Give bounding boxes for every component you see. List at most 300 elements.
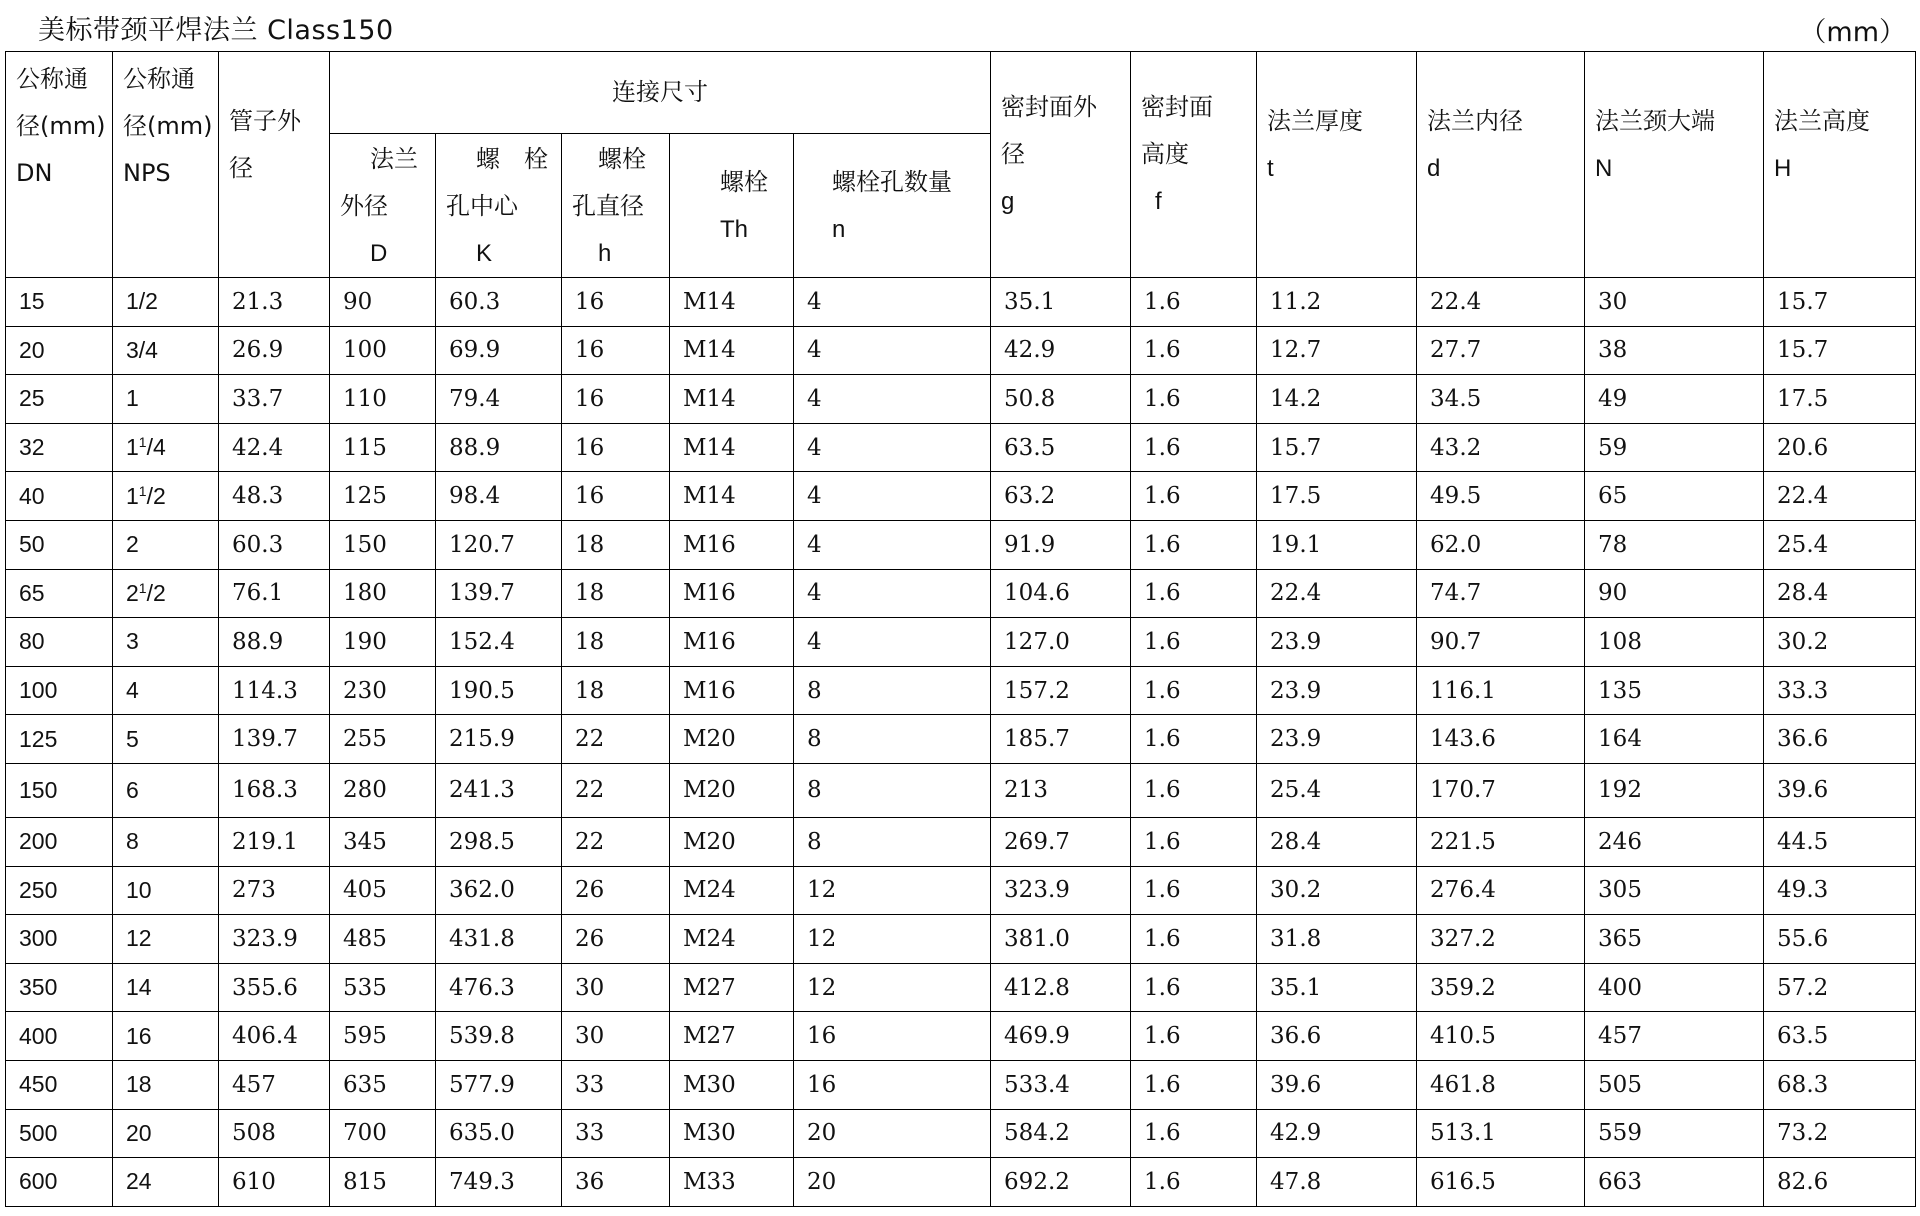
cell-thickness: 12.7	[1257, 326, 1417, 375]
cell-flange-od: 115	[330, 423, 436, 472]
cell-dn: 15	[6, 278, 113, 327]
header-pipe-od: 管子外 径	[219, 52, 330, 278]
cell-pipe-od: 457	[219, 1060, 330, 1109]
cell-seal-od: 42.9	[991, 326, 1131, 375]
table-row	[6, 423, 1916, 472]
header-neck-diameter: 法兰颈大端 N	[1585, 52, 1764, 278]
cell-bolt-hole: 30	[562, 1012, 670, 1061]
cell-bolt-thread: M30	[670, 1109, 794, 1158]
cell-nps: 16	[113, 1012, 219, 1061]
cell-neck-diameter: 192	[1585, 763, 1764, 817]
cell-bolt-count: 4	[794, 618, 991, 667]
cell-seal-height: 1.6	[1131, 472, 1257, 521]
cell-bolt-count: 8	[794, 817, 991, 866]
cell-pipe-od: 42.4	[219, 423, 330, 472]
cell-inner-diameter: 410.5	[1417, 1012, 1585, 1061]
cell-dn: 300	[6, 915, 113, 964]
cell-inner-diameter: 27.7	[1417, 326, 1585, 375]
cell-seal-od: 63.5	[991, 423, 1131, 472]
cell-bolt-circle: 98.4	[436, 472, 562, 521]
header-seal-height: 密封面 高度 f	[1131, 52, 1257, 278]
cell-height: 63.5	[1764, 1012, 1916, 1061]
cell-pipe-od: 33.7	[219, 375, 330, 424]
cell-neck-diameter: 59	[1585, 423, 1764, 472]
cell-bolt-thread: M20	[670, 763, 794, 817]
cell-seal-height: 1.6	[1131, 763, 1257, 817]
cell-pipe-od: 219.1	[219, 817, 330, 866]
cell-neck-diameter: 400	[1585, 963, 1764, 1012]
cell-pipe-od: 323.9	[219, 915, 330, 964]
cell-seal-height: 1.6	[1131, 963, 1257, 1012]
cell-nps: 18	[113, 1060, 219, 1109]
cell-pipe-od: 273	[219, 866, 330, 915]
cell-thickness: 19.1	[1257, 520, 1417, 569]
cell-bolt-circle: 431.8	[436, 915, 562, 964]
cell-pipe-od: 355.6	[219, 963, 330, 1012]
table-row	[6, 763, 1916, 817]
cell-flange-od: 635	[330, 1060, 436, 1109]
cell-neck-diameter: 663	[1585, 1158, 1764, 1207]
cell-dn: 40	[6, 472, 113, 521]
cell-neck-diameter: 305	[1585, 866, 1764, 915]
header-bolt-hole-diameter: 螺栓 孔直径 h	[562, 134, 670, 278]
cell-inner-diameter: 74.7	[1417, 569, 1585, 618]
cell-bolt-thread: M14	[670, 472, 794, 521]
cell-bolt-count: 16	[794, 1060, 991, 1109]
cell-seal-height: 1.6	[1131, 569, 1257, 618]
cell-nps: 24	[113, 1158, 219, 1207]
cell-nps: 1	[113, 375, 219, 424]
cell-seal-od: 50.8	[991, 375, 1131, 424]
table-row	[6, 326, 1916, 375]
cell-seal-height: 1.6	[1131, 1060, 1257, 1109]
cell-bolt-circle: 362.0	[436, 866, 562, 915]
cell-bolt-circle: 139.7	[436, 569, 562, 618]
cell-nps: 1/2	[113, 278, 219, 327]
cell-nps: 2	[113, 520, 219, 569]
cell-bolt-hole: 22	[562, 763, 670, 817]
cell-flange-od: 535	[330, 963, 436, 1012]
cell-thickness: 23.9	[1257, 666, 1417, 715]
cell-neck-diameter: 78	[1585, 520, 1764, 569]
cell-neck-diameter: 365	[1585, 915, 1764, 964]
table-row	[6, 1109, 1916, 1158]
cell-seal-height: 1.6	[1131, 817, 1257, 866]
cell-inner-diameter: 34.5	[1417, 375, 1585, 424]
cell-thickness: 31.8	[1257, 915, 1417, 964]
cell-inner-diameter: 221.5	[1417, 817, 1585, 866]
cell-flange-od: 100	[330, 326, 436, 375]
cell-bolt-count: 20	[794, 1158, 991, 1207]
cell-flange-od: 485	[330, 915, 436, 964]
cell-height: 20.6	[1764, 423, 1916, 472]
cell-bolt-hole: 16	[562, 326, 670, 375]
cell-dn: 65	[6, 569, 113, 618]
cell-height: 73.2	[1764, 1109, 1916, 1158]
cell-bolt-circle: 241.3	[436, 763, 562, 817]
cell-thickness: 28.4	[1257, 817, 1417, 866]
cell-pipe-od: 60.3	[219, 520, 330, 569]
cell-dn: 500	[6, 1109, 113, 1158]
cell-seal-height: 1.6	[1131, 715, 1257, 764]
cell-flange-od: 190	[330, 618, 436, 667]
cell-dn: 400	[6, 1012, 113, 1061]
cell-inner-diameter: 461.8	[1417, 1060, 1585, 1109]
cell-seal-height: 1.6	[1131, 1109, 1257, 1158]
cell-flange-od: 150	[330, 520, 436, 569]
cell-dn: 350	[6, 963, 113, 1012]
cell-bolt-circle: 635.0	[436, 1109, 562, 1158]
cell-thickness: 11.2	[1257, 278, 1417, 327]
cell-flange-od: 90	[330, 278, 436, 327]
cell-dn: 20	[6, 326, 113, 375]
cell-height: 15.7	[1764, 326, 1916, 375]
cell-bolt-hole: 26	[562, 915, 670, 964]
cell-seal-od: 157.2	[991, 666, 1131, 715]
cell-nps: $1^1/4$	[113, 423, 219, 472]
cell-nps: 20	[113, 1109, 219, 1158]
cell-nps: 3	[113, 618, 219, 667]
cell-bolt-circle: 539.8	[436, 1012, 562, 1061]
cell-pipe-od: 88.9	[219, 618, 330, 667]
cell-seal-height: 1.6	[1131, 1012, 1257, 1061]
cell-height: 30.2	[1764, 618, 1916, 667]
cell-inner-diameter: 90.7	[1417, 618, 1585, 667]
cell-thickness: 23.9	[1257, 715, 1417, 764]
header-inner-diameter: 法兰内径 d	[1417, 52, 1585, 278]
cell-inner-diameter: 62.0	[1417, 520, 1585, 569]
cell-nps: $1^1/2$	[113, 472, 219, 521]
cell-bolt-count: 4	[794, 278, 991, 327]
cell-pipe-od: 114.3	[219, 666, 330, 715]
table-row	[6, 1158, 1916, 1207]
cell-bolt-circle: 152.4	[436, 618, 562, 667]
table-row	[6, 866, 1916, 915]
cell-seal-height: 1.6	[1131, 423, 1257, 472]
cell-inner-diameter: 43.2	[1417, 423, 1585, 472]
cell-inner-diameter: 22.4	[1417, 278, 1585, 327]
cell-seal-od: 127.0	[991, 618, 1131, 667]
cell-flange-od: 405	[330, 866, 436, 915]
cell-height: 17.5	[1764, 375, 1916, 424]
cell-flange-od: 815	[330, 1158, 436, 1207]
cell-thickness: 42.9	[1257, 1109, 1417, 1158]
cell-dn: 125	[6, 715, 113, 764]
cell-pipe-od: 76.1	[219, 569, 330, 618]
cell-flange-od: 700	[330, 1109, 436, 1158]
cell-pipe-od: 406.4	[219, 1012, 330, 1061]
cell-pipe-od: 508	[219, 1109, 330, 1158]
cell-height: 33.3	[1764, 666, 1916, 715]
cell-neck-diameter: 164	[1585, 715, 1764, 764]
cell-height: 57.2	[1764, 963, 1916, 1012]
cell-bolt-circle: 190.5	[436, 666, 562, 715]
cell-bolt-thread: M14	[670, 423, 794, 472]
header-thickness: 法兰厚度 t	[1257, 52, 1417, 278]
header-bolt-count: 螺栓孔数量 n	[794, 134, 991, 278]
cell-flange-od: 595	[330, 1012, 436, 1061]
unit-label: （mm）	[1799, 17, 1906, 48]
cell-inner-diameter: 276.4	[1417, 866, 1585, 915]
cell-nps: $2^1/2$	[113, 569, 219, 618]
cell-seal-od: 104.6	[991, 569, 1131, 618]
cell-bolt-count: 4	[794, 375, 991, 424]
cell-bolt-count: 12	[794, 866, 991, 915]
cell-neck-diameter: 65	[1585, 472, 1764, 521]
cell-pipe-od: 26.9	[219, 326, 330, 375]
cell-inner-diameter: 170.7	[1417, 763, 1585, 817]
cell-flange-od: 125	[330, 472, 436, 521]
table-row	[6, 1060, 1916, 1109]
table-row	[6, 520, 1916, 569]
cell-bolt-thread: M20	[670, 715, 794, 764]
table-body	[6, 278, 1916, 1207]
cell-bolt-hole: 36	[562, 1158, 670, 1207]
table-row	[6, 817, 1916, 866]
cell-bolt-thread: M16	[670, 618, 794, 667]
cell-bolt-hole: 18	[562, 666, 670, 715]
cell-seal-od: 584.2	[991, 1109, 1131, 1158]
cell-bolt-thread: M14	[670, 278, 794, 327]
cell-bolt-hole: 22	[562, 715, 670, 764]
cell-height: 15.7	[1764, 278, 1916, 327]
document-title: 美标带颈平焊法兰 Class150	[38, 15, 394, 46]
cell-seal-od: 692.2	[991, 1158, 1131, 1207]
cell-dn: 200	[6, 817, 113, 866]
cell-bolt-hole: 26	[562, 866, 670, 915]
cell-nps: 5	[113, 715, 219, 764]
cell-bolt-hole: 18	[562, 618, 670, 667]
cell-bolt-thread: M24	[670, 866, 794, 915]
cell-bolt-hole: 33	[562, 1060, 670, 1109]
cell-height: 82.6	[1764, 1158, 1916, 1207]
cell-height: 44.5	[1764, 817, 1916, 866]
table-row	[6, 569, 1916, 618]
cell-bolt-hole: 16	[562, 375, 670, 424]
cell-height: 28.4	[1764, 569, 1916, 618]
cell-neck-diameter: 38	[1585, 326, 1764, 375]
cell-seal-od: 469.9	[991, 1012, 1131, 1061]
cell-flange-od: 280	[330, 763, 436, 817]
cell-bolt-thread: M27	[670, 1012, 794, 1061]
header-nps: 公称通 径(mm) NPS	[113, 52, 219, 278]
cell-height: 68.3	[1764, 1060, 1916, 1109]
cell-pipe-od: 139.7	[219, 715, 330, 764]
cell-seal-height: 1.6	[1131, 326, 1257, 375]
cell-thickness: 39.6	[1257, 1060, 1417, 1109]
cell-nps: 14	[113, 963, 219, 1012]
cell-thickness: 25.4	[1257, 763, 1417, 817]
cell-neck-diameter: 90	[1585, 569, 1764, 618]
cell-seal-od: 185.7	[991, 715, 1131, 764]
cell-bolt-thread: M16	[670, 569, 794, 618]
cell-bolt-thread: M33	[670, 1158, 794, 1207]
cell-nps: 6	[113, 763, 219, 817]
cell-dn: 450	[6, 1060, 113, 1109]
cell-bolt-circle: 88.9	[436, 423, 562, 472]
cell-bolt-count: 16	[794, 1012, 991, 1061]
table-row	[6, 715, 1916, 764]
cell-seal-od: 91.9	[991, 520, 1131, 569]
table-row	[6, 472, 1916, 521]
cell-height: 49.3	[1764, 866, 1916, 915]
table-row	[6, 963, 1916, 1012]
cell-dn: 150	[6, 763, 113, 817]
cell-bolt-hole: 18	[562, 520, 670, 569]
table-row	[6, 915, 1916, 964]
cell-height: 25.4	[1764, 520, 1916, 569]
cell-bolt-thread: M16	[670, 666, 794, 715]
cell-dn: 250	[6, 866, 113, 915]
cell-bolt-circle: 60.3	[436, 278, 562, 327]
cell-bolt-thread: M24	[670, 915, 794, 964]
cell-height: 39.6	[1764, 763, 1916, 817]
cell-seal-od: 269.7	[991, 817, 1131, 866]
cell-inner-diameter: 327.2	[1417, 915, 1585, 964]
cell-bolt-hole: 16	[562, 423, 670, 472]
cell-flange-od: 180	[330, 569, 436, 618]
table-row	[6, 1012, 1916, 1061]
cell-neck-diameter: 135	[1585, 666, 1764, 715]
cell-neck-diameter: 559	[1585, 1109, 1764, 1158]
cell-dn: 600	[6, 1158, 113, 1207]
cell-bolt-count: 12	[794, 915, 991, 964]
cell-bolt-hole: 30	[562, 963, 670, 1012]
cell-bolt-count: 8	[794, 715, 991, 764]
cell-bolt-count: 4	[794, 520, 991, 569]
cell-bolt-circle: 749.3	[436, 1158, 562, 1207]
cell-seal-od: 213	[991, 763, 1131, 817]
header-bolt-circle: 螺 栓 孔中心 K	[436, 134, 562, 278]
cell-dn: 25	[6, 375, 113, 424]
cell-nps: 3/4	[113, 326, 219, 375]
cell-bolt-circle: 79.4	[436, 375, 562, 424]
cell-pipe-od: 610	[219, 1158, 330, 1207]
cell-nps: 10	[113, 866, 219, 915]
cell-inner-diameter: 143.6	[1417, 715, 1585, 764]
cell-bolt-count: 4	[794, 569, 991, 618]
cell-nps: 4	[113, 666, 219, 715]
cell-bolt-count: 4	[794, 326, 991, 375]
cell-neck-diameter: 457	[1585, 1012, 1764, 1061]
cell-flange-od: 110	[330, 375, 436, 424]
cell-bolt-thread: M27	[670, 963, 794, 1012]
cell-neck-diameter: 30	[1585, 278, 1764, 327]
cell-dn: 100	[6, 666, 113, 715]
cell-bolt-circle: 69.9	[436, 326, 562, 375]
cell-bolt-thread: M30	[670, 1060, 794, 1109]
table-row	[6, 666, 1916, 715]
header-connection-dimensions: 连接尺寸	[330, 52, 991, 134]
cell-bolt-hole: 22	[562, 817, 670, 866]
cell-nps: 8	[113, 817, 219, 866]
cell-bolt-thread: M20	[670, 817, 794, 866]
cell-dn: 50	[6, 520, 113, 569]
cell-pipe-od: 48.3	[219, 472, 330, 521]
cell-thickness: 14.2	[1257, 375, 1417, 424]
cell-bolt-circle: 577.9	[436, 1060, 562, 1109]
cell-inner-diameter: 616.5	[1417, 1158, 1585, 1207]
cell-height: 36.6	[1764, 715, 1916, 764]
cell-seal-od: 323.9	[991, 866, 1131, 915]
cell-seal-height: 1.6	[1131, 915, 1257, 964]
cell-height: 22.4	[1764, 472, 1916, 521]
cell-bolt-hole: 16	[562, 278, 670, 327]
cell-bolt-count: 20	[794, 1109, 991, 1158]
header-flange-od: 法兰 外径 D	[330, 134, 436, 278]
cell-bolt-circle: 476.3	[436, 963, 562, 1012]
cell-inner-diameter: 49.5	[1417, 472, 1585, 521]
cell-flange-od: 255	[330, 715, 436, 764]
cell-bolt-count: 4	[794, 472, 991, 521]
cell-bolt-circle: 215.9	[436, 715, 562, 764]
table-row	[6, 375, 1916, 424]
cell-bolt-thread: M14	[670, 375, 794, 424]
cell-seal-height: 1.6	[1131, 666, 1257, 715]
cell-inner-diameter: 513.1	[1417, 1109, 1585, 1158]
cell-bolt-thread: M14	[670, 326, 794, 375]
cell-thickness: 35.1	[1257, 963, 1417, 1012]
cell-seal-height: 1.6	[1131, 520, 1257, 569]
cell-seal-height: 1.6	[1131, 278, 1257, 327]
cell-thickness: 15.7	[1257, 423, 1417, 472]
cell-dn: 80	[6, 618, 113, 667]
cell-seal-od: 412.8	[991, 963, 1131, 1012]
header-seal-od: 密封面外 径 g	[991, 52, 1131, 278]
header-height: 法兰高度 H	[1764, 52, 1916, 278]
cell-seal-height: 1.6	[1131, 618, 1257, 667]
cell-bolt-count: 12	[794, 963, 991, 1012]
cell-seal-od: 381.0	[991, 915, 1131, 964]
cell-dn: 32	[6, 423, 113, 472]
cell-nps: 12	[113, 915, 219, 964]
cell-seal-height: 1.6	[1131, 1158, 1257, 1207]
cell-seal-height: 1.6	[1131, 375, 1257, 424]
table-row	[6, 278, 1916, 327]
cell-inner-diameter: 116.1	[1417, 666, 1585, 715]
cell-pipe-od: 168.3	[219, 763, 330, 817]
cell-thickness: 47.8	[1257, 1158, 1417, 1207]
cell-seal-od: 35.1	[991, 278, 1131, 327]
cell-bolt-circle: 120.7	[436, 520, 562, 569]
cell-bolt-circle: 298.5	[436, 817, 562, 866]
cell-thickness: 17.5	[1257, 472, 1417, 521]
header-dn: 公称通 径(mm) DN	[6, 52, 113, 278]
cell-thickness: 22.4	[1257, 569, 1417, 618]
cell-seal-height: 1.6	[1131, 866, 1257, 915]
cell-bolt-count: 8	[794, 763, 991, 817]
cell-height: 55.6	[1764, 915, 1916, 964]
cell-bolt-count: 4	[794, 423, 991, 472]
cell-bolt-count: 8	[794, 666, 991, 715]
cell-flange-od: 230	[330, 666, 436, 715]
cell-flange-od: 345	[330, 817, 436, 866]
cell-bolt-thread: M16	[670, 520, 794, 569]
cell-neck-diameter: 108	[1585, 618, 1764, 667]
cell-seal-od: 533.4	[991, 1060, 1131, 1109]
table-row	[6, 618, 1916, 667]
cell-neck-diameter: 49	[1585, 375, 1764, 424]
flange-spec-table	[5, 51, 1916, 1207]
cell-neck-diameter: 246	[1585, 817, 1764, 866]
cell-inner-diameter: 359.2	[1417, 963, 1585, 1012]
cell-seal-od: 63.2	[991, 472, 1131, 521]
cell-neck-diameter: 505	[1585, 1060, 1764, 1109]
cell-bolt-hole: 18	[562, 569, 670, 618]
header-bolt-thread: 螺栓 Th	[670, 134, 794, 278]
cell-bolt-hole: 16	[562, 472, 670, 521]
cell-thickness: 36.6	[1257, 1012, 1417, 1061]
